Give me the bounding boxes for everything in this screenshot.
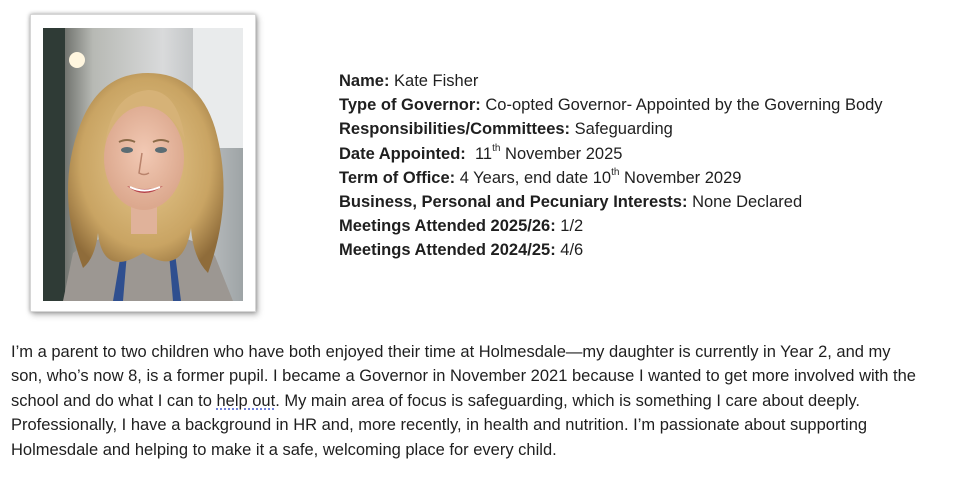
detail-value: None Declared [692, 193, 803, 212]
governor-details [339, 69, 949, 263]
detail-meetings-2024-25 [339, 238, 949, 262]
portrait-image [43, 28, 243, 301]
bio-text-part2: . My main area of focus is safeguarding, which is something I care about deeply. Professionally, I have a background in HR and, more recently, in health and nutrition. I’m passionate about supporting Holmesdale and helping to make it a safe, welcoming place for every child. [11, 391, 868, 459]
detail-term [339, 166, 949, 190]
detail-value: Kate Fisher [394, 72, 479, 90]
detail-label: Type of Governor: [339, 96, 481, 115]
detail-label: Meetings Attended 2024/25: [339, 241, 556, 260]
ordinal-suffix: th [492, 143, 501, 155]
detail-type [339, 93, 949, 117]
detail-label: Name: [339, 72, 390, 90]
detail-interests [339, 190, 949, 214]
detail-label: Term of Office: [339, 168, 456, 187]
profile-photo-frame [30, 14, 256, 312]
detail-value-rest: November 2025 [505, 144, 623, 163]
detail-value-prefix: 4 Years, end date 10 [459, 168, 612, 187]
bio-paragraph [11, 340, 926, 462]
detail-value-rest: November 2029 [624, 168, 742, 187]
profile-photo [43, 28, 243, 301]
detail-value: Co-opted Governor- Appointed by the Governing Body [485, 96, 883, 115]
detail-label: Business, Personal and Pecuniary Interests: [339, 193, 688, 212]
bio-text-part1: I’m a parent to two children who have both enjoyed their time at Holmesdale—my daughter is currently in Year 2, and my son, who’s now 8, is a former pupil. I became a Governor in November 2021 because I wanted to get more involved with the school and do what I can to [11, 343, 916, 410]
detail-value-day: 11 [474, 144, 493, 163]
detail-value: 4/6 [560, 241, 584, 260]
detail-name [339, 69, 949, 93]
detail-label: Date Appointed: [339, 144, 466, 163]
detail-value: 1/2 [560, 217, 584, 236]
spelling-flagged-text[interactable]: help out [216, 391, 276, 410]
ordinal-suffix: th [611, 167, 620, 179]
detail-value: Safeguarding [574, 120, 673, 139]
detail-label: Meetings Attended 2025/26: [339, 217, 556, 236]
detail-responsibilities [339, 117, 949, 141]
detail-meetings-2025-26 [339, 214, 949, 238]
detail-date-appointed [339, 142, 949, 166]
detail-label: Responsibilities/Committees: [339, 120, 571, 139]
